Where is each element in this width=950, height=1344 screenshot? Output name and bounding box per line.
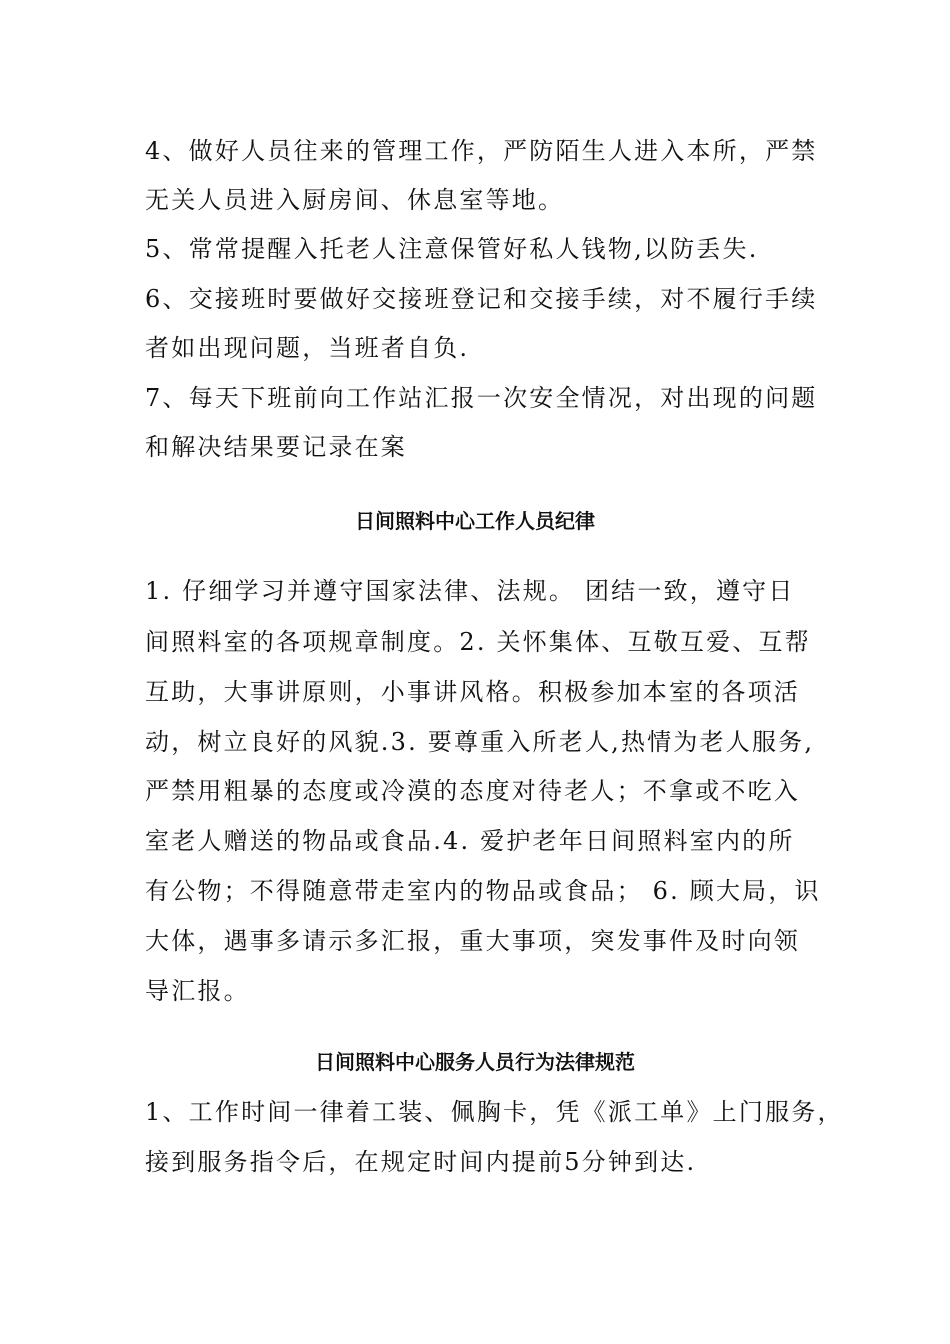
paragraph-line: 大体，遇事多请示多汇报，重大事项，突发事件及时向领 — [145, 927, 800, 955]
paragraph-line: 6、交接班时要做好交接班登记和交接手续，对不履行手续 — [145, 285, 818, 313]
paragraph-line: 和解决结果要记录在案 — [145, 433, 407, 461]
paragraph-line: 5、常常提醒入托老人注意保管好私人钱物,以防丢失. — [145, 235, 759, 263]
paragraph-line: 1. 仔细学习并遵守国家法律、法规。 团结一致，遵守日 — [145, 577, 795, 605]
paragraph-line: 者如出现问题，当班者自负. — [145, 334, 470, 362]
paragraph-line: 接到服务指令后，在规定时间内提前5分钟到达. — [145, 1148, 697, 1176]
section-heading: 日间照料中心工作人员纪律 — [355, 509, 595, 533]
paragraph-line: 动，树立良好的风貌.3. 要尊重入所老人,热情为老人服务, — [145, 728, 815, 756]
paragraph-line: 互助，大事讲原则，小事讲风格。积极参加本室的各项活 — [145, 678, 800, 706]
paragraph-line: 无关人员进入厨房间、休息室等地。 — [145, 186, 565, 214]
paragraph-line: 4、做好人员往来的管理工作，严防陌生人进入本所，严禁 — [145, 137, 818, 165]
paragraph-line: 间照料室的各项规章制度。2. 关怀集体、互敬互爱、互帮 — [145, 628, 811, 656]
paragraph-line: 有公物；不得随意带走室内的物品或食品； 6. 顾大局，识 — [145, 877, 821, 905]
paragraph-line: 室老人赠送的物品或食品.4. 爱护老年日间照料室内的所 — [145, 827, 795, 855]
paragraph-line: 严禁用粗暴的态度或冷漠的态度对待老人；不拿或不吃入 — [145, 777, 800, 805]
paragraph-line: 导汇报。 — [145, 977, 250, 1005]
paragraph-line: 1、工作时间一律着工装、佩胸卡，凭《派工单》上门服务， — [145, 1098, 844, 1126]
paragraph-line: 7、每天下班前向工作站汇报一次安全情况，对出现的问题 — [145, 384, 818, 412]
section-heading: 日间照料中心服务人员行为法律规范 — [315, 1050, 635, 1074]
